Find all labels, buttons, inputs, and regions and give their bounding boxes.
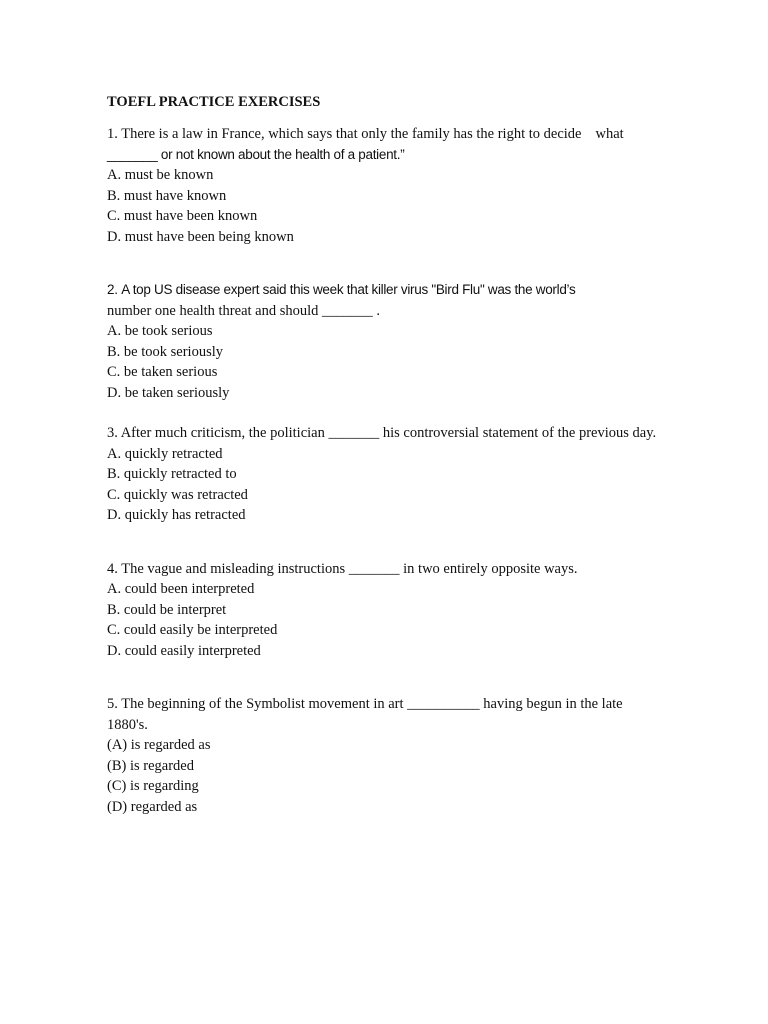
- question-5-option-c: (C) is regarding: [107, 778, 199, 794]
- question-5-option-b: (B) is regarded: [107, 757, 194, 774]
- question-4-option-d: D. could easily interpreted: [107, 642, 261, 659]
- question-3-stem: 3. After much criticism, the politician _______ his controversial statement of the previous day.: [107, 425, 657, 441]
- question-2: [107, 280, 667, 403]
- question-2-stem-part2: number one health threat and should _______ .: [107, 302, 381, 319]
- question-1: [107, 124, 667, 247]
- question-2-stem: [107, 280, 667, 321]
- question-4-option-a: A. could been interpreted: [107, 581, 255, 597]
- question-5-stem: 5. The beginning of the Symbolist movement in art __________ having begun in the late 1880's.: [107, 696, 623, 733]
- question-4-option-c: C. could easily be interpreted: [107, 622, 278, 638]
- question-2-stem-number: 2.: [107, 282, 118, 297]
- question-1-stem-part3: _______ or not known about the health of a patient.”: [107, 146, 405, 162]
- question-5-option-a: (A) is regarded as: [107, 737, 211, 753]
- question-4: [107, 559, 667, 662]
- page-title: TOEFL PRACTICE EXERCISES: [107, 94, 321, 110]
- document-content: [107, 92, 667, 817]
- question-4-option-b: B. could be interpret: [107, 601, 227, 618]
- question-2-option-a: A. be took serious: [107, 323, 213, 339]
- question-1-option-d: D. must have been being known: [107, 228, 294, 245]
- question-3-option-d: D. quickly has retracted: [107, 507, 246, 523]
- question-4-stem: 4. The vague and misleading instructions _______ in two entirely opposite ways.: [107, 560, 578, 577]
- question-2-option-c: C. be taken serious: [107, 364, 218, 380]
- question-3-option-b: B. quickly retracted to: [107, 466, 237, 482]
- question-1-stem-part1: 1. There is a law in France, which says that only the family has the right to decide: [107, 126, 582, 142]
- question-5: [107, 694, 667, 817]
- question-1-stem: [107, 124, 667, 165]
- question-1-option-c: C. must have been known: [107, 208, 258, 224]
- question-1-option-b: B. must have known: [107, 187, 227, 204]
- question-3: [107, 423, 667, 526]
- question-2-option-d: D. be taken seriously: [107, 384, 230, 401]
- question-3-option-a: A. quickly retracted: [107, 445, 223, 462]
- question-1-stem-part2: what: [595, 126, 624, 142]
- question-5-option-d: (D) regarded as: [107, 798, 198, 815]
- question-2-option-b: B. be took seriously: [107, 343, 223, 360]
- question-3-option-c: C. quickly was retracted: [107, 486, 248, 503]
- question-1-option-a: A. must be known: [107, 167, 214, 183]
- question-2-stem-part1: A top US disease expert said this week that killer virus "Bird Flu" was the world’s: [121, 282, 576, 297]
